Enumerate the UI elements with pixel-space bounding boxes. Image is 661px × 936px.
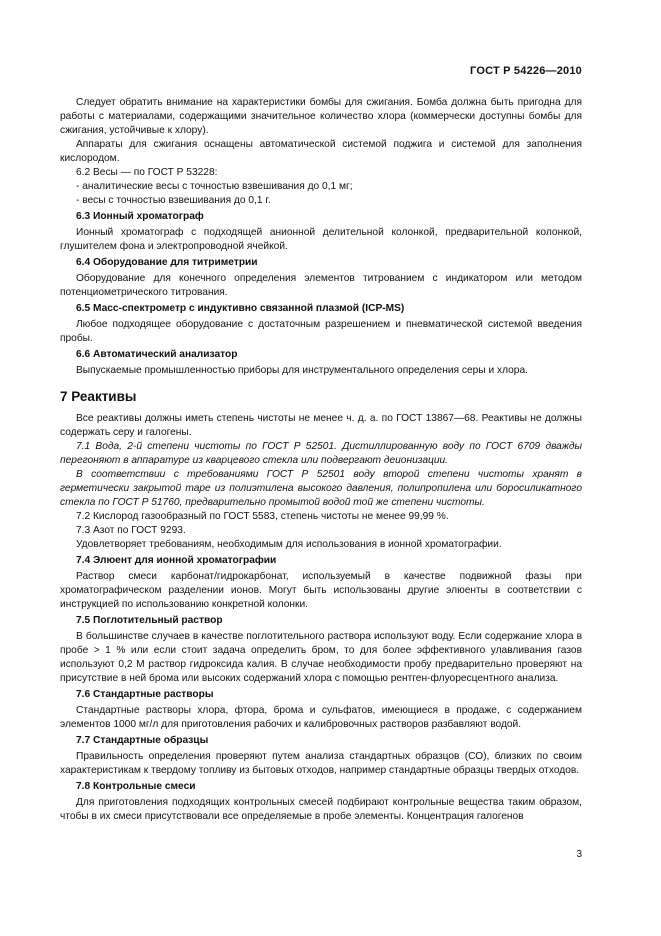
body-paragraph: Для приготовления подходящих контрольных смесей подбирают контрольные вещества таким образом, чтобы в их смеси присутствовали все определяемые в пробе элементы. Концентрация галогенов <box>60 797 582 822</box>
document-header-id: ГОСТ Р 54226—2010 <box>470 65 582 77</box>
body-paragraph: Аппараты для сжигания оснащены автоматической системой поджига и системой для заполнения кислородом. <box>60 139 582 164</box>
body-paragraph: Любое подходящее оборудование с достаточным разрешением и пневматической системой введения пробы. <box>60 319 582 344</box>
body-paragraph: - аналитические весы с точностью взвешивания до 0,1 мг; <box>76 181 353 192</box>
section-heading: 7 Реактивы <box>60 389 137 404</box>
body-paragraph: Оборудование для конечного определения элементов титрованием с индикатором или методом потенциометрического титрования. <box>60 273 582 298</box>
body-paragraph: 6.2 Весы — по ГОСТ Р 53228: <box>76 167 218 178</box>
body-paragraph: 7.2 Кислород газообразный по ГОСТ 5583, степень чистоты не менее 99,99 %. <box>76 511 449 522</box>
subsection-heading: 6.5 Масс-спектрометр с индуктивно связанной плазмой (ICP-MS) <box>76 303 405 314</box>
subsection-heading: 7.4 Элюент для ионной хроматографии <box>76 555 277 566</box>
subsection-heading: 6.4 Оборудование для титриметрии <box>76 257 258 268</box>
document-body <box>60 96 582 824</box>
body-paragraph: Следует обратить внимание на характеристики бомбы для сжигания. Бомба должна быть пригодна для работы с материалами, содержащими значительное количество хлора (коммерчески доступны бомбы для сжигания, устойчивые к хлору). <box>60 97 582 136</box>
page-number: 3 <box>576 849 582 860</box>
body-paragraph: Ионный хроматограф с подходящей анионной делительной колонкой, предварительной колонкой, глушителем фона и электропроводной ячейкой. <box>60 227 582 252</box>
subsection-heading: 7.6 Стандартные растворы <box>76 689 214 700</box>
body-paragraph: 7.3 Азот по ГОСТ 9293. <box>76 525 186 536</box>
body-paragraph: Стандартные растворы хлора, фтора, брома и сульфатов, имеющиеся в продаже, с содержанием элементов 1000 мг/л для приготовления рабочих и калибровочных растворов разбавляют водой. <box>60 705 582 730</box>
body-paragraph: - весы с точностью взвешивания до 0,1 г. <box>76 195 271 206</box>
body-paragraph: Правильность определения проверяют путем анализа стандартных образцов (СО), близких по своим характеристикам к твердому топливу из бытовых отходов, например стандартные образцы твердых отходов. <box>60 751 582 776</box>
subsection-heading: 6.6 Автоматический анализатор <box>76 349 238 360</box>
subsection-heading: 6.3 Ионный хроматограф <box>76 211 204 222</box>
body-paragraph: Удовлетворяет требованиям, необходимым для использования в ионной хроматографии. <box>76 539 502 550</box>
subsection-heading: 7.8 Контрольные смеси <box>76 781 196 792</box>
subsection-heading: 7.7 Стандартные образцы <box>76 735 209 746</box>
body-paragraph: В соответствии с требованиями ГОСТ Р 52501 воду второй степени чистоты хранят в герметически закрытой таре из полиэтилена высокого давления, полипропилена или боросиликатного стекла по ГОСТ Р 51760, предварительно промытой водой той же степени чистоты. <box>60 469 582 508</box>
body-paragraph: Выпускаемые промышленностью приборы для инструментального определения серы и хлора. <box>76 365 528 376</box>
body-paragraph: 7.1 Вода, 2-й степени чистоты по ГОСТ Р 52501. Дистиллированную воду по ГОСТ 6709 дважды перегоняют в аппаратуре из кварцевого стекла или подвергают деионизации. <box>60 441 582 466</box>
body-paragraph: Все реактивы должны иметь степень чистоты не менее ч. д. а. по ГОСТ 13867—68. Реактивы не должны содержать серу и галогены. <box>60 413 582 438</box>
subsection-heading: 7.5 Поглотительный раствор <box>76 615 223 626</box>
body-paragraph: В большинстве случаев в качестве поглотительного раствора используют воду. Если содержание хлора в пробе > 1 % или если стоит задача определить бром, то для более эффективного улавливания газов используют 0,2 М раствор гидроксида калия. В случае необходимости пробу предварительно проверяют на присутствие в ней брома или высоких содержаний хлора с помощью рентген-флуоресцентного анализа. <box>60 631 582 684</box>
body-paragraph: Раствор смеси карбонат/гидрокарбонат, используемый в качестве подвижной фазы при хроматографическом разделении ионов. Могут быть использованы другие элюенты в соответствии с инструкцией по использованию конкретной колонки. <box>60 571 582 610</box>
